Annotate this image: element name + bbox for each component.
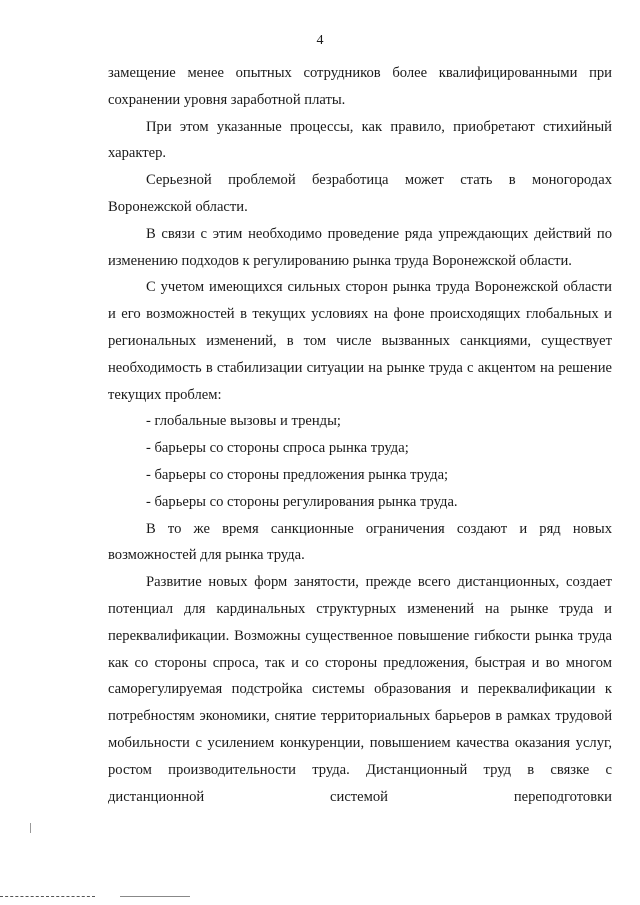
footer-scan-line xyxy=(0,896,95,897)
paragraph: С учетом имеющихся сильных сторон рынка труда Воронежской области и его возможностей в текущих условиях на фоне происходящих глобальных и региональных изменений, в том числе вызванных санкциями, существует необходимость в стабилизации ситуации на рынке труда с акцентом на решение текущих проблем: xyxy=(108,279,612,403)
margin-mark xyxy=(30,823,31,833)
page-number: 4 xyxy=(316,33,324,48)
continuation-paragraph: замещение менее опытных сотрудников более квалифицированными при сохранении уровня заработной платы. xyxy=(108,65,612,108)
document-body xyxy=(108,60,612,810)
paragraph: В связи с этим необходимо проведение ряда упреждающих действий по изменению подходов к регулированию рынка труда Воронежской области. xyxy=(108,225,612,269)
paragraph-cut-off: Развитие новых форм занятости, прежде всего дистанционных, создает потенциал для кардинальных структурных изменений на рынке труда и переквалификации. Возможны существенное повышение гибкости рынка труда как со стороны спроса, так и со стороны предложения, быстрая и во многом саморегулируемая подстройка системы образования и переквалификации к потребностям экономики, снятие территориальных барьеров в рамках трудовой мобильности с усилением конкуренции, повышением качества оказания услуг, ростом производительности труда. Дистанционный труд в связке с дистанционной системой переподготовки xyxy=(108,574,612,805)
list-item: - глобальные вызовы и тренды; xyxy=(146,413,341,430)
footer-scan-line-2 xyxy=(120,896,190,897)
paragraph: Серьезной проблемой безработица может стать в моногородах Воронежской области. xyxy=(108,172,612,215)
paragraph: При этом указанные процессы, как правило, приобретают стихийный характер. xyxy=(108,118,612,162)
paragraph: В то же время санкционные ограничения создают и ряд новых возможностей для рынка труда. xyxy=(108,520,612,564)
list-item: - барьеры со стороны предложения рынка труда; xyxy=(146,466,449,483)
list-item: - барьеры со стороны спроса рынка труда; xyxy=(146,440,409,457)
list-item: - барьеры со стороны регулирования рынка труда. xyxy=(146,493,458,510)
